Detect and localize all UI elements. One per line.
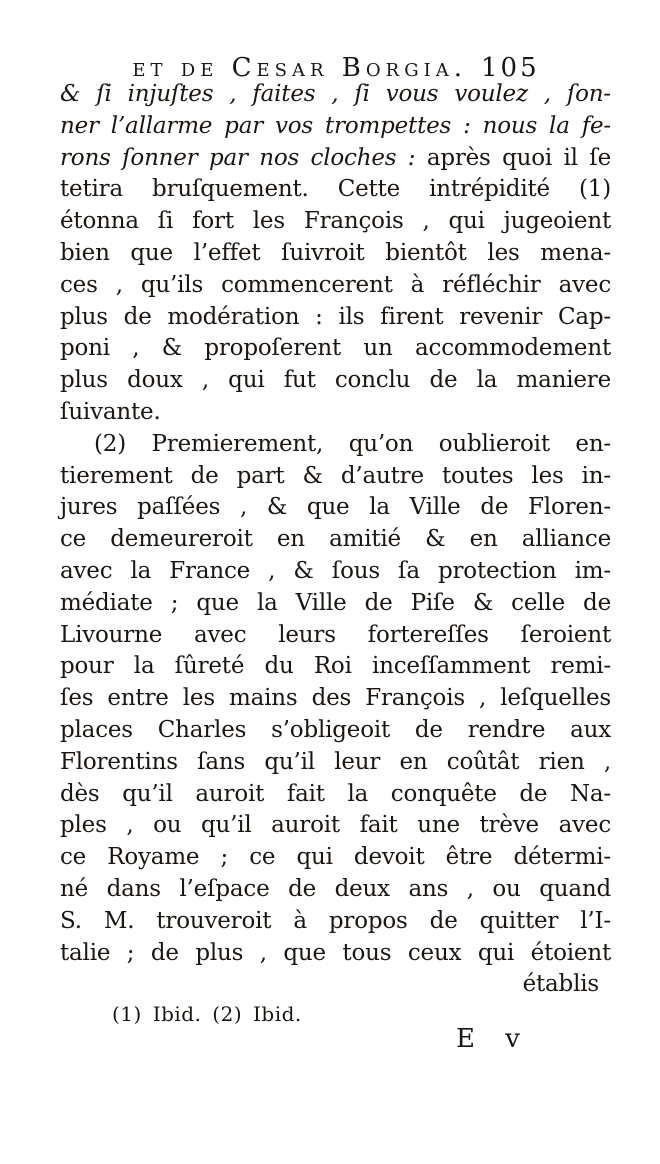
text-line: [60, 397, 611, 429]
text-segment: dès qu’il auroit fait la conquête de Na-: [60, 780, 611, 807]
text-line: [60, 842, 611, 874]
text-line: [60, 906, 611, 938]
text-segment: pour la ſûreté du Roi inceſſamment remi-: [60, 653, 611, 680]
text-segment: ples , ou qu’il auroit fait une trève avec: [60, 812, 611, 839]
text-line: [60, 238, 611, 270]
text-line: [60, 429, 611, 461]
text-segment: établis: [522, 971, 599, 998]
text-line: [60, 588, 611, 620]
text-segment: S. M. trouveroit à propos de quitter l’I-: [60, 907, 611, 934]
footnote: (1) Ibid. (2) Ibid.: [112, 1002, 302, 1026]
text-segment: Florentins ſans qu’il leur en coûtât rien ,: [60, 748, 611, 775]
text-line: [60, 779, 611, 811]
running-title: et de Cesar Borgia.: [132, 53, 467, 83]
text-line: [60, 556, 611, 588]
italic-text-segment: & ſi injuſtes , faites , ſi vous voulez , ſon-: [60, 81, 611, 107]
text-segment: né dans l’eſpace de deux ans , ou quand: [60, 875, 611, 902]
text-line: [60, 620, 611, 652]
text-line: [60, 715, 611, 747]
text-segment: ce Royame ; ce qui devoit être détermi-: [60, 844, 611, 871]
text-segment: Livourne avec leurs fortereſſes ſeroient: [60, 621, 611, 648]
text-line: [60, 302, 611, 334]
text-segment: avec la France , & ſous ſa protection im-: [60, 557, 611, 584]
text-segment: (2) Premierement, qu’on oublieroit en-: [94, 430, 611, 457]
text-segment: bien que l’effet ſuivroit bientôt les mena-: [60, 239, 611, 266]
catchword: [60, 969, 611, 1001]
italic-text-segment: ner l’allarme par vos trompettes : nous la fe-: [60, 112, 611, 139]
text-segment: plus doux , qui fut conclu de la maniere: [60, 367, 611, 394]
text-line: [60, 683, 611, 715]
text-line: [60, 365, 611, 397]
text-segment: poni , & propoſerent un accommodement: [60, 335, 611, 362]
text-line: [60, 492, 611, 524]
text-line: [60, 810, 611, 842]
signature-mark: E v: [456, 1024, 531, 1054]
text-line: [60, 461, 611, 493]
text-segment: après quoi il ſe: [426, 144, 611, 171]
text-line: [60, 206, 611, 238]
text-segment: places Charles s’obligeoit de rendre aux: [60, 716, 611, 743]
text-segment: ſes entre les mains des François , leſquelles: [60, 685, 611, 712]
text-segment: jures paſſées , & que la Ville de Floren-: [60, 494, 611, 521]
text-segment: ce demeureroit en amitié & en alliance: [60, 526, 611, 553]
text-line: [60, 747, 611, 779]
text-segment: ſuivante.: [60, 398, 161, 425]
text-segment: étonna ſi fort les François , qui jugeoient: [60, 208, 611, 235]
text-segment: plus de modération : ils firent revenir Cap-: [60, 303, 611, 330]
text-line: [60, 524, 611, 556]
italic-text-segment: rons ſonner par nos cloches :: [60, 144, 427, 171]
page-number: 105: [480, 53, 540, 83]
text-line: [60, 874, 611, 906]
text-line: [60, 143, 611, 175]
text-line: [60, 333, 611, 365]
text-line: [60, 111, 611, 143]
body-text: [60, 79, 611, 1001]
text-segment: ces , qu’ils commencerent à réfléchir avec: [60, 271, 611, 298]
text-line: [60, 79, 611, 111]
text-segment: tetira bruſquement. Cette intrépidité (1): [60, 176, 611, 203]
text-segment: tierement de part & d’autre toutes les in-: [60, 462, 611, 489]
text-segment: talie ; de plus , que tous ceux qui étoient: [60, 939, 611, 966]
text-segment: médiate ; que la Ville de Piſe & celle de: [60, 589, 611, 616]
text-line: [60, 174, 611, 206]
text-line: [60, 651, 611, 683]
text-line: [60, 270, 611, 302]
text-line: [60, 938, 611, 970]
